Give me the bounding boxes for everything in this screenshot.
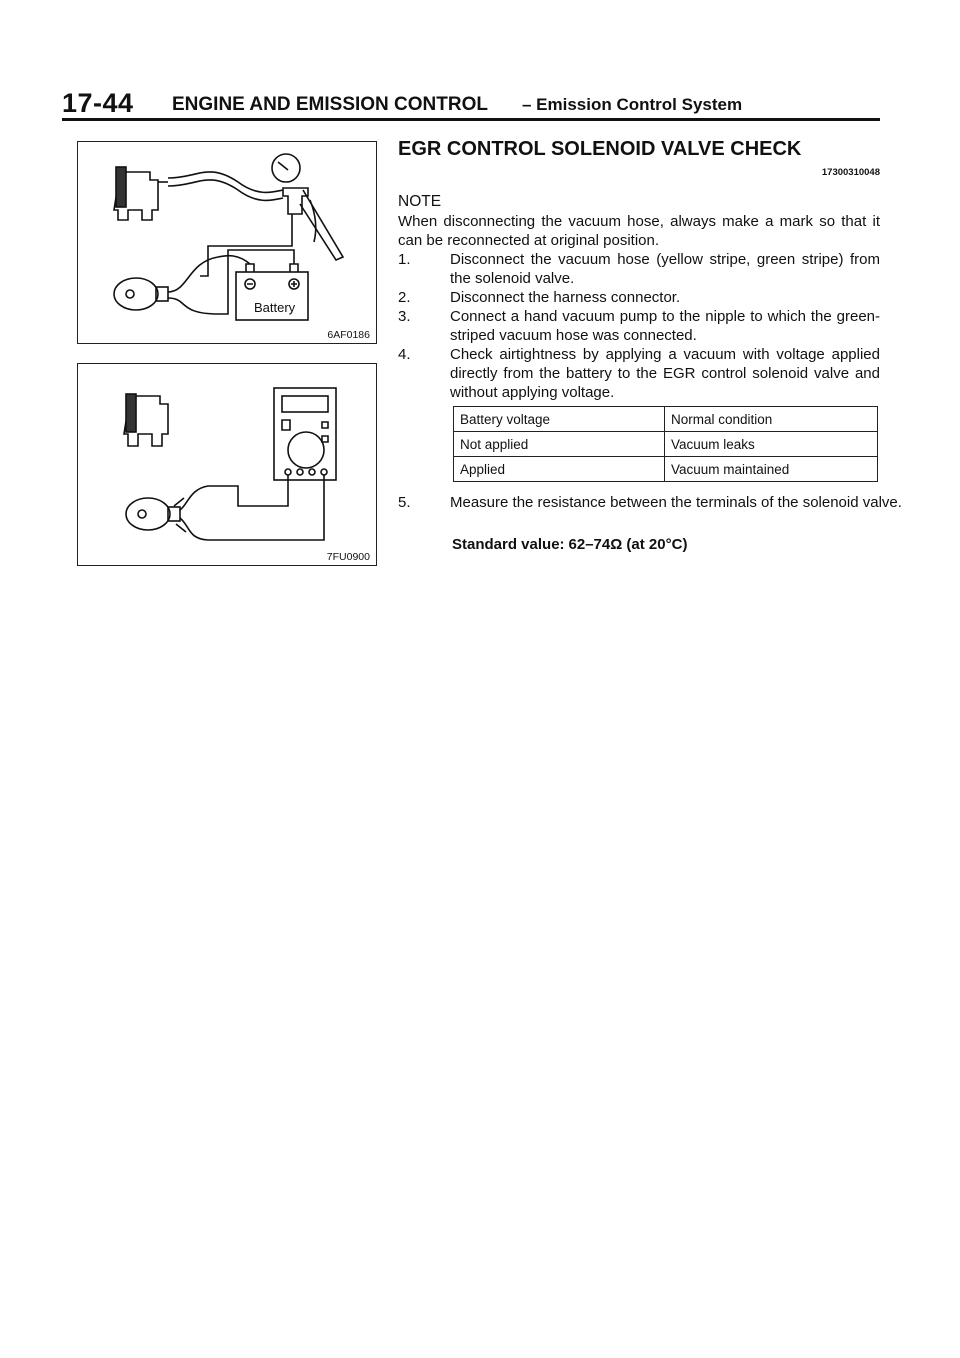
standard-value xyxy=(452,536,687,553)
step-text: Measure the resistance between the terminals of the solenoid valve. xyxy=(450,494,902,511)
step-text: Disconnect the harness connector. xyxy=(450,289,681,306)
page-header xyxy=(62,84,880,120)
step-number: 1. xyxy=(398,251,411,268)
procedure-steps xyxy=(398,250,880,402)
table-header: Normal condition xyxy=(665,407,878,432)
battery-label: Battery xyxy=(254,300,296,315)
standard-value-text: 62–74Ω (at 20°C) xyxy=(568,536,688,553)
step-item xyxy=(398,493,934,512)
step-text: Connect a hand vacuum pump to the nipple to which the green-striped vacuum hose was connected. xyxy=(450,308,880,344)
figure-code: 7FU0900 xyxy=(326,551,370,563)
step-number: 5. xyxy=(398,494,411,511)
step-item xyxy=(398,345,880,402)
page-number: 17-44 xyxy=(62,88,134,118)
egr-valve-illustration xyxy=(126,498,170,530)
step-item xyxy=(398,250,880,288)
procedure-title: EGR CONTROL SOLENOID VALVE CHECK xyxy=(398,138,802,160)
multimeter-icon xyxy=(274,388,336,480)
note-label: NOTE xyxy=(398,193,442,210)
figure-code: 6AF0186 xyxy=(327,329,370,341)
table-cell: Vacuum maintained xyxy=(665,457,878,482)
figure-vacuum-pump-test xyxy=(77,141,377,344)
battery-wire xyxy=(168,256,250,292)
standard-label: Standard value: xyxy=(452,536,565,553)
step-number: 2. xyxy=(398,289,411,306)
multimeter-diagram xyxy=(78,364,376,565)
table-header: Battery voltage xyxy=(454,407,665,432)
table-cell: Vacuum leaks xyxy=(665,432,878,457)
table-row xyxy=(454,432,878,457)
table-cell: Not applied xyxy=(454,432,665,457)
section-title: ENGINE AND EMISSION CONTROL xyxy=(172,94,488,115)
step-number: 3. xyxy=(398,308,411,325)
vacuum-pump-diagram xyxy=(78,142,376,343)
table-cell: Applied xyxy=(454,457,665,482)
figure-resistance-test xyxy=(77,363,377,566)
header-rule xyxy=(62,118,880,121)
egr-valve-illustration xyxy=(114,278,158,310)
step-item xyxy=(398,288,880,307)
step-text: Disconnect the vacuum hose (yellow stripe, green stripe) from the solenoid valve. xyxy=(450,251,880,287)
table-header-row xyxy=(454,407,878,432)
subsection-title: – Emission Control System xyxy=(522,95,743,114)
airtightness-table xyxy=(453,406,878,482)
document-code: 17300310048 xyxy=(821,167,880,178)
vacuum-hose xyxy=(168,172,283,192)
note-text: When disconnecting the vacuum hose, always make a mark so that it can be reconnected at original position. xyxy=(398,213,880,249)
table-row xyxy=(454,457,878,482)
step-number: 4. xyxy=(398,346,411,363)
test-lead xyxy=(180,475,288,510)
step-item xyxy=(398,307,880,345)
step-text: Check airtightness by applying a vacuum with voltage applied directly from the battery to the EGR control solenoid valve and without applying voltage. xyxy=(450,346,880,401)
